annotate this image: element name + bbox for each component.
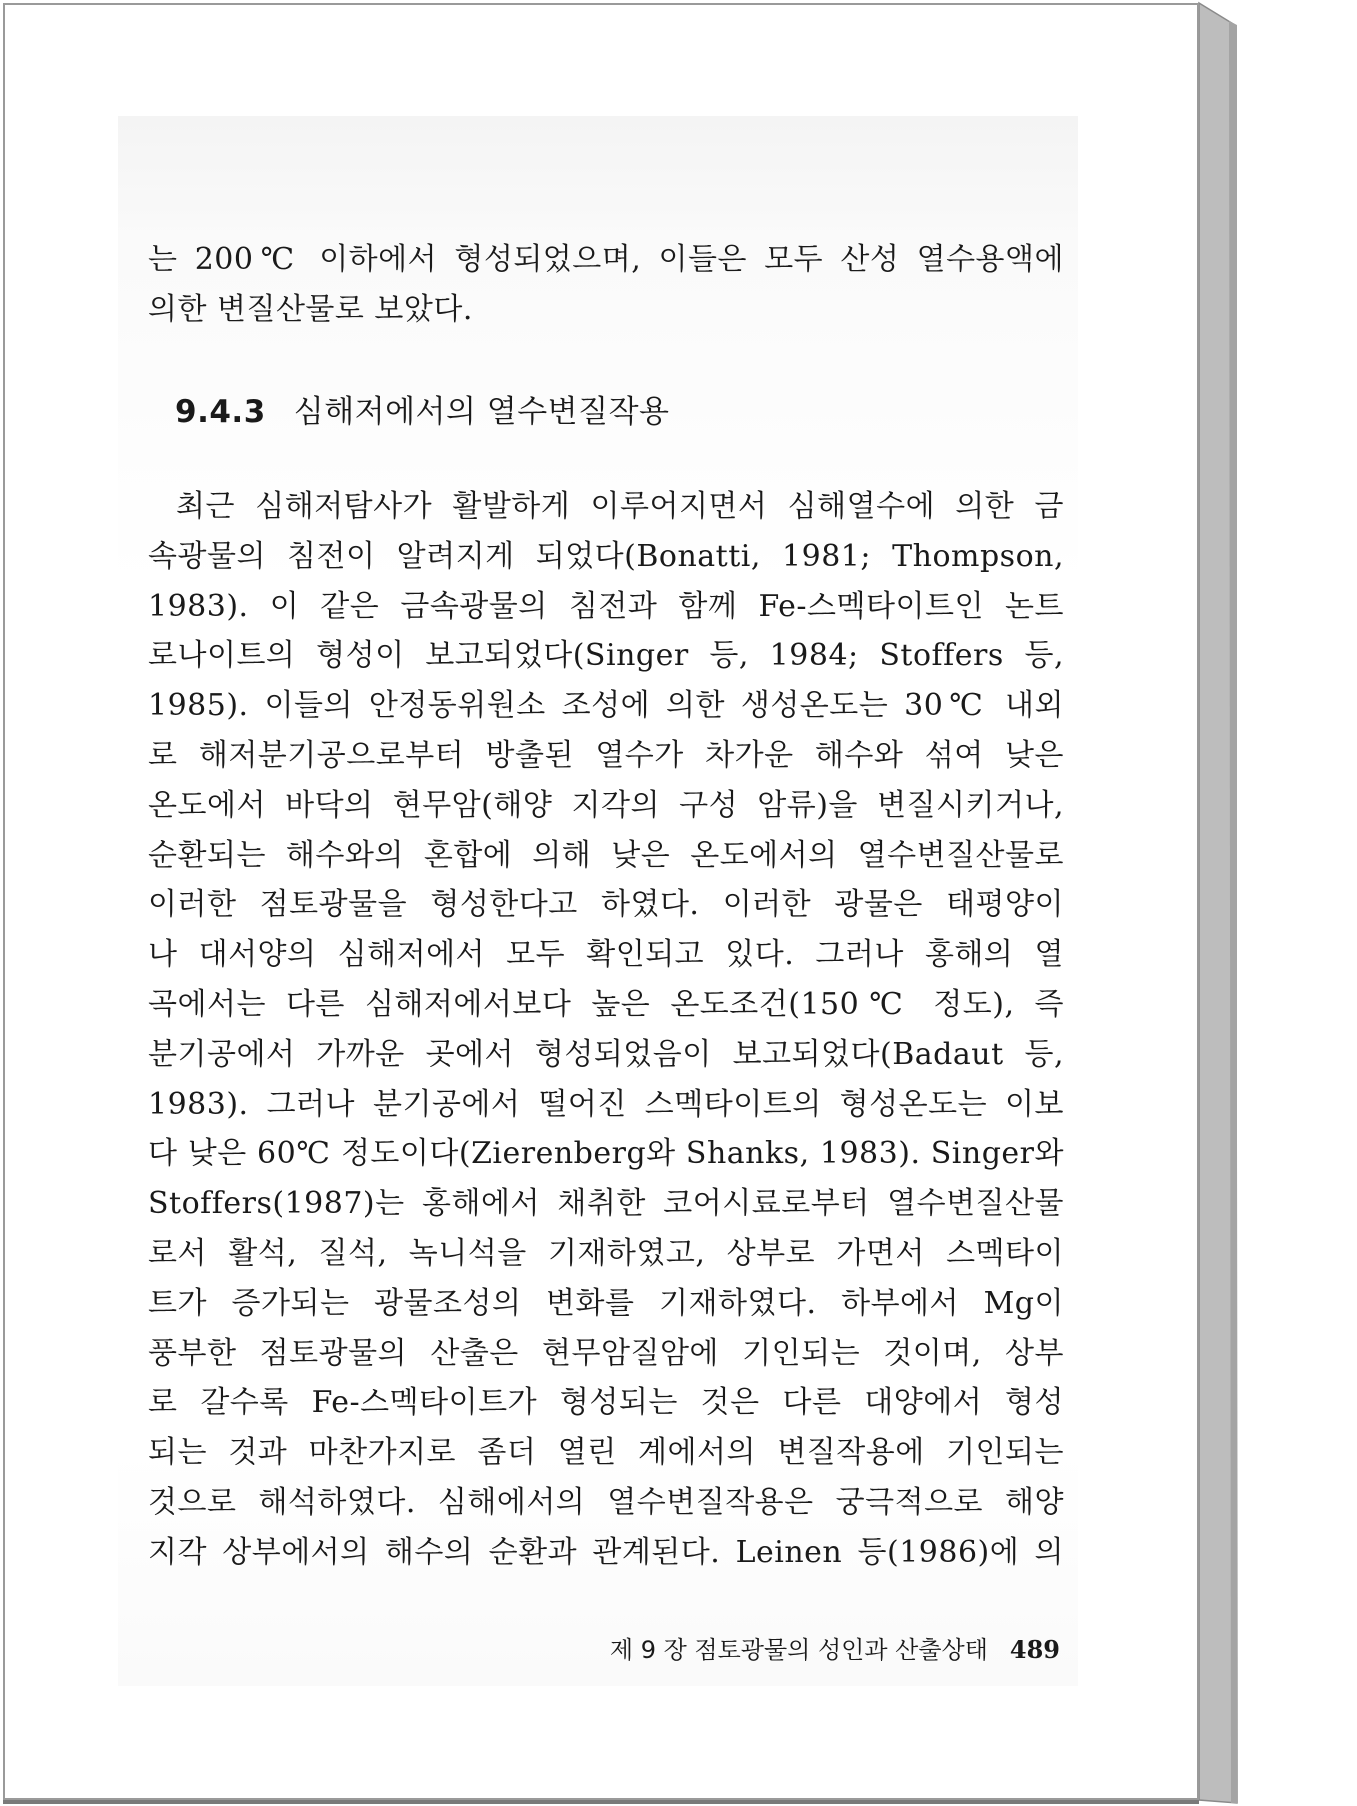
text-line: 지각 상부에서의 해수의 순환과 관계된다. Leinen 등(1986)에 의 [148, 1534, 1064, 1570]
text-line: 1985). 이들의 안정동위원소 조성에 의한 생성온도는 30℃ 내외 [148, 688, 1064, 724]
text-line: 다 낮은 60℃ 정도이다(Zierenberg와 Shanks, 1983). Singer와 [148, 1136, 1064, 1172]
text-line: 온도에서 바닥의 현무암(해양 지각의 구성 암류)을 변질시키거나, [148, 787, 1064, 823]
section-heading [175, 386, 669, 431]
text-line: 순환되는 해수와의 혼합에 의해 낮은 온도에서의 열수변질산물로 [148, 837, 1064, 873]
body-paragraph [148, 482, 1064, 1578]
text-line: 최근 심해저탐사가 활발하게 이루어지면서 심해열수에 의한 금 [176, 489, 1064, 524]
text-line: 트가 증가되는 광물조성의 변화를 기재하였다. 하부에서 Mg이 [148, 1285, 1064, 1321]
running-footer-chapter: 제 9 장 점토광물의 성인과 산출상태 [609, 1636, 988, 1664]
text-line: Stoffers(1987)는 홍해에서 채취한 코어시료로부터 열수변질산물 [148, 1186, 1064, 1222]
text-line: 로서 활석, 질석, 녹니석을 기재하였고, 상부로 가면서 스멕타이 [148, 1235, 1064, 1271]
intro-paragraph [148, 235, 1064, 335]
text-line: 의한 변질산물로 보았다. [148, 292, 473, 327]
text-line: 는 200℃ 이하에서 형성되었으며, 이들은 모두 산성 열수용액에 [148, 242, 1064, 277]
text-line: 분기공에서 가까운 곳에서 형성되었음이 보고되었다(Badaut 등, [148, 1036, 1064, 1072]
text-line: 1983). 그러나 분기공에서 떨어진 스멕타이트의 형성온도는 이보 [148, 1086, 1064, 1122]
section-title: 심해저에서의 열수변질작용 [293, 394, 670, 430]
text-line: 풍부한 점토광물의 산출은 현무암질암에 기인되는 것이며, 상부 [148, 1335, 1064, 1371]
text-line: 되는 것과 마찬가지로 좀더 열린 계에서의 변질작용에 기인되는 [148, 1435, 1064, 1471]
text-line: 1983). 이 같은 금속광물의 침전과 함께 Fe-스멕타이트인 논트 [148, 588, 1064, 624]
text-line: 곡에서는 다른 심해저에서보다 높은 온도조건(150℃ 정도), 즉 [148, 986, 1064, 1022]
text-line: 로나이트의 형성이 보고되었다(Singer 등, 1984; Stoffers 등, [148, 638, 1064, 674]
page-number: 489 [1009, 1635, 1060, 1664]
text-line: 이러한 점토광물을 형성한다고 하였다. 이러한 광물은 태평양이 [148, 887, 1064, 923]
page-footer [540, 1630, 1060, 1665]
section-number: 9.4.3 [175, 394, 266, 430]
text-line: 나 대서양의 심해저에서 모두 확인되고 있다. 그러나 홍해의 열 [148, 937, 1064, 973]
text-line: 로 해저분기공으로부터 방출된 열수가 차가운 해수와 섞여 낮은 [148, 737, 1064, 773]
text-line: 것으로 해석하였다. 심해에서의 열수변질작용은 궁극적으로 해양 [148, 1484, 1064, 1520]
page-shadow [3, 1800, 1199, 1804]
book-page-edge [1199, 3, 1241, 1800]
text-line: 로 갈수록 Fe-스멕타이트가 형성되는 것은 다른 대양에서 형성 [148, 1385, 1064, 1421]
text-line: 속광물의 침전이 알려지게 되었다(Bonatti, 1981; Thompson, [148, 538, 1064, 574]
